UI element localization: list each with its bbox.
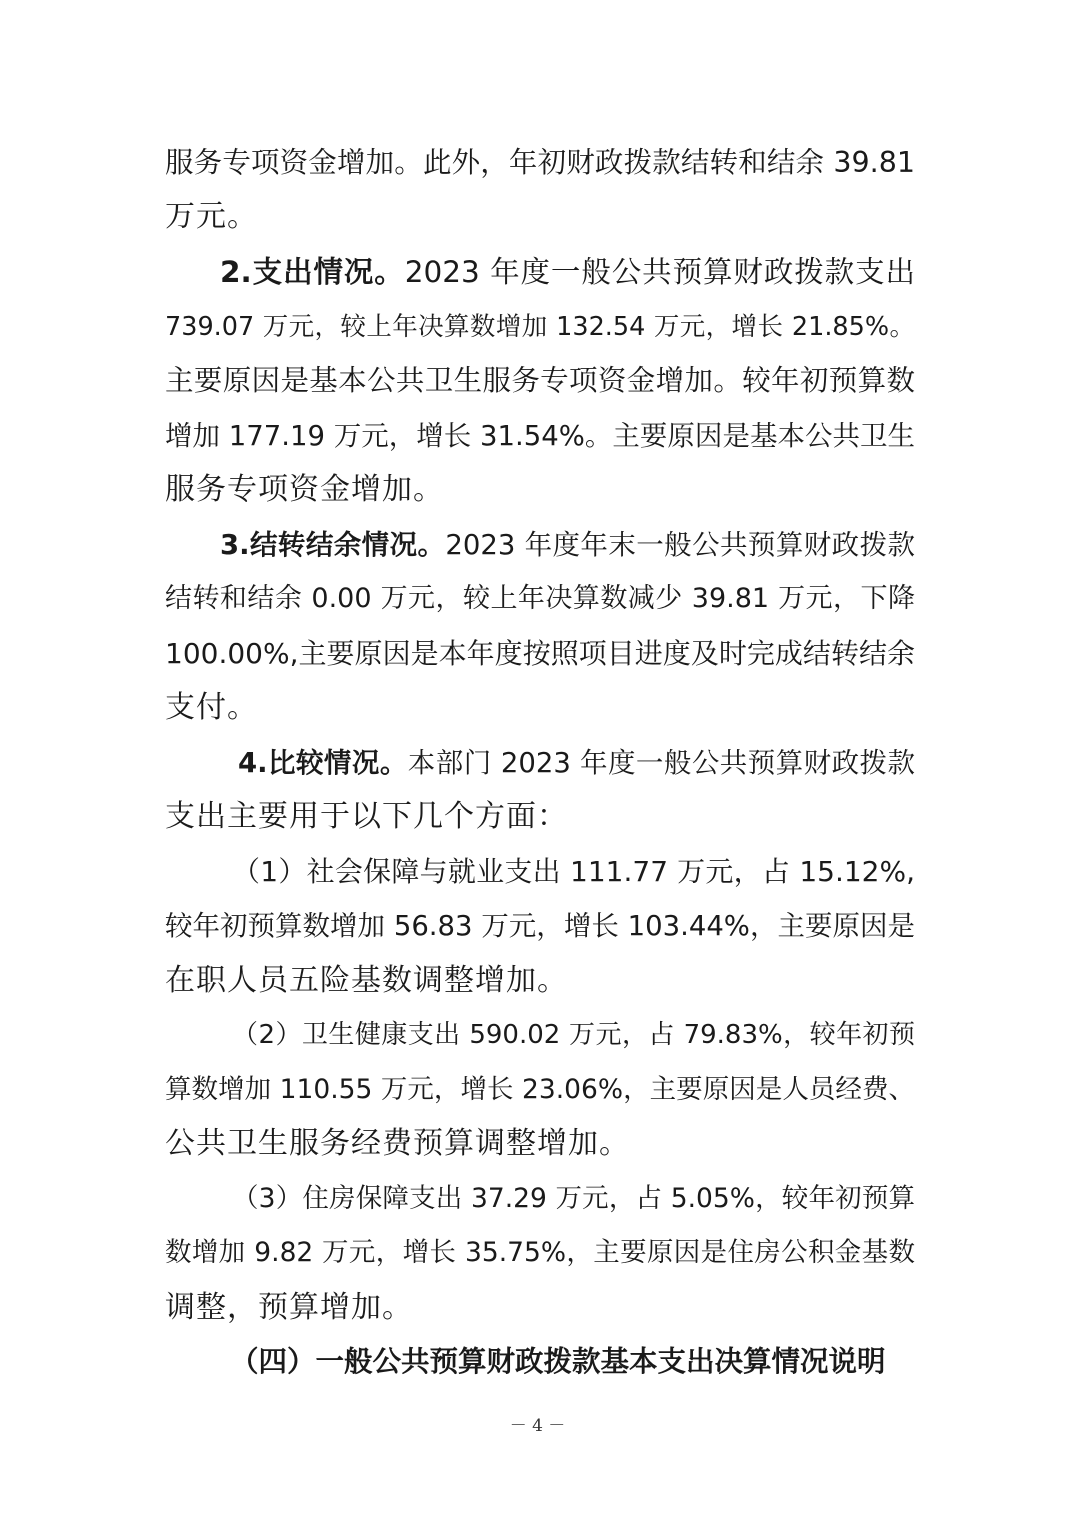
paragraph-line: 主要原因是基本公共卫生服务专项资金增加。较年初预算数: [165, 364, 915, 397]
paragraph-line: （1）社会保障与就业支出 111.77 万元，占 15.12%,: [232, 855, 915, 888]
paragraph-line: 739.07 万元，较上年决算数增加 132.54 万元，增长 21.85%。: [165, 312, 915, 342]
paragraph-line: （2）卫生健康支出 590.02 万元，占 79.83%，较年初预: [232, 1020, 915, 1050]
paragraph-line: [220, 525, 915, 565]
paragraph-line: 增加 177.19 万元，增长 31.54%。主要原因是基本公共卫生: [165, 420, 915, 452]
paragraph-text: 本部门 2023 年度一般公共预算财政拨款: [407, 747, 915, 779]
paragraph-line: 公共卫生服务经费预算调整增加。: [165, 1126, 630, 1161]
paragraph-line: 数增加 9.82 万元，增长 35.75%，主要原因是住房公积金基数: [165, 1237, 915, 1268]
paragraph-line: 支付。: [165, 690, 258, 725]
paragraph-line: 万元。: [165, 199, 258, 234]
paragraph-text: 2023 年度一般公共预算财政拨款支出: [404, 255, 916, 289]
paragraph-line: [238, 743, 915, 783]
section-heading: （四）一般公共预算财政拨款基本支出决算情况说明: [230, 1345, 886, 1378]
paragraph-line: 服务专项资金增加。此外，年初财政拨款结转和结余 39.81: [165, 146, 915, 179]
paragraph-line: 服务专项资金增加。: [165, 472, 444, 507]
paragraph-text: 2023 年度年末一般公共预算财政拨款: [445, 529, 915, 561]
paragraph-heading: 2.支出情况。: [220, 255, 405, 289]
paragraph-heading: 3.结转结余情况。: [220, 529, 446, 561]
page-number: － 4 －: [509, 1416, 566, 1436]
paragraph-line: 支出主要用于以下几个方面：: [165, 799, 568, 834]
paragraph-line: 100.00%,主要原因是本年度按照项目进度及时完成结转结余: [165, 637, 915, 670]
paragraph-line: 结转和结余 0.00 万元，较上年决算数减少 39.81 万元，下降: [165, 583, 915, 614]
paragraph-line: 调整，预算增加。: [165, 1290, 413, 1325]
paragraph-line: 较年初预算数增加 56.83 万元，增长 103.44%，主要原因是: [165, 910, 915, 942]
paragraph-heading: 4.比较情况。: [238, 747, 408, 779]
paragraph-line: （3）住房保障支出 37.29 万元，占 5.05%，较年初预算: [232, 1183, 915, 1214]
paragraph-line: 算数增加 110.55 万元，增长 23.06%，主要原因是人员经费、: [165, 1074, 915, 1105]
paragraph-line: 在职人员五险基数调整增加。: [165, 963, 568, 998]
paragraph-line: [220, 252, 915, 292]
